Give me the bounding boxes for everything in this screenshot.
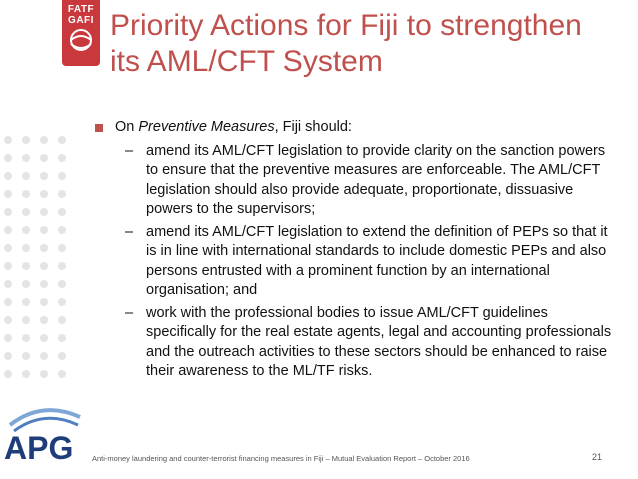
decorative-dot <box>58 208 66 216</box>
sub-item-dash: – <box>125 223 134 240</box>
decorative-dot <box>22 370 30 378</box>
decorative-dot <box>58 298 66 306</box>
decorative-dot <box>4 262 12 270</box>
sub-item-dash: – <box>125 304 134 321</box>
decorative-dot <box>40 352 48 360</box>
decorative-dot <box>40 136 48 144</box>
decorative-dot <box>22 298 30 306</box>
decorative-dot <box>58 280 66 288</box>
decorative-dot <box>40 316 48 324</box>
decorative-dot <box>40 334 48 342</box>
decorative-dot <box>58 154 66 162</box>
decorative-dot <box>4 370 12 378</box>
decorative-dot <box>4 352 12 360</box>
decorative-dot <box>58 262 66 270</box>
decorative-dot <box>22 190 30 198</box>
decorative-dot <box>58 370 66 378</box>
sub-item-text: amend its AML/CFT legislation to provide clarity on the sanction powers to ensure that the preventive measures are enforceable. The AML/CFT legislation should also provide adequate, proportionate, dissuasive powers to the supervisors; <box>146 142 606 217</box>
decorative-dot <box>40 244 48 252</box>
globe-icon <box>62 26 100 56</box>
decorative-dot <box>40 172 48 180</box>
decorative-dot <box>22 226 30 234</box>
slide-content <box>95 118 615 385</box>
decorative-dot <box>4 244 12 252</box>
apg-logo <box>2 395 88 465</box>
main-bullet <box>95 118 615 138</box>
decorative-dot <box>40 370 48 378</box>
fatf-gafi-logo <box>62 0 100 66</box>
slide-title: Priority Actions for Fiji to strengthen its AML/CFT System <box>110 9 582 78</box>
decorative-dot <box>22 280 30 288</box>
main-bullet-text <box>115 118 352 138</box>
decorative-dot <box>4 334 12 342</box>
decorative-dot <box>22 334 30 342</box>
decorative-dot <box>40 154 48 162</box>
decorative-dot <box>58 334 66 342</box>
decorative-dot <box>22 316 30 324</box>
decorative-dot <box>4 208 12 216</box>
decorative-dot <box>4 226 12 234</box>
page-number: 21 <box>592 452 603 462</box>
sub-item <box>125 223 615 301</box>
bullet-italic: Preventive Measures <box>138 119 275 135</box>
decorative-dot <box>58 244 66 252</box>
decorative-dot <box>58 172 66 180</box>
decorative-dot <box>40 280 48 288</box>
decorative-dot <box>40 262 48 270</box>
decorative-dot <box>40 208 48 216</box>
decorative-dot <box>4 280 12 288</box>
footer-text: Anti-money laundering and counter-terrorist financing measures in Fiji – Mutual Evaluation Report – October 2016 <box>92 454 470 463</box>
decorative-dot <box>58 226 66 234</box>
logo-line-1: FATF <box>67 4 95 15</box>
decorative-dot <box>22 244 30 252</box>
sub-item <box>125 142 615 220</box>
decorative-dot <box>40 190 48 198</box>
decorative-dot <box>58 316 66 324</box>
decorative-dot <box>4 298 12 306</box>
decorative-dot <box>40 298 48 306</box>
sub-item-dash: – <box>125 142 134 159</box>
decorative-dot <box>22 208 30 216</box>
sub-item-text: work with the professional bodies to issue AML/CFT guidelines specifically for the real estate agents, legal and accounting professionals and the outreach activities to these sectors should be enhanced to raise their awareness to the ML/TF risks. <box>146 304 612 379</box>
decorative-dot <box>4 172 12 180</box>
decorative-dot <box>4 136 12 144</box>
decorative-dot <box>22 136 30 144</box>
square-bullet-icon <box>95 124 103 132</box>
sub-item <box>125 304 615 382</box>
decorative-dot <box>4 190 12 198</box>
bullet-prefix: On <box>115 119 139 135</box>
sub-item-text: amend its AML/CFT legislation to extend the definition of PEPs so that it is in line with international standards to include domestic PEPs and also persons entrusted with a prominent function by an international organisation; and <box>146 223 608 298</box>
logo-line-2: GAFI <box>68 15 94 26</box>
bullet-suffix: , Fiji should: <box>274 119 352 135</box>
decorative-dot <box>58 352 66 360</box>
decorative-dot <box>40 226 48 234</box>
decorative-dot <box>22 352 30 360</box>
decorative-dot <box>22 172 30 180</box>
decorative-dot <box>4 154 12 162</box>
decorative-dot <box>22 262 30 270</box>
decorative-dot <box>58 136 66 144</box>
decorative-dot <box>4 316 12 324</box>
decorative-dot <box>58 190 66 198</box>
apg-logo-text: APG <box>4 430 74 465</box>
decorative-dot <box>22 154 30 162</box>
